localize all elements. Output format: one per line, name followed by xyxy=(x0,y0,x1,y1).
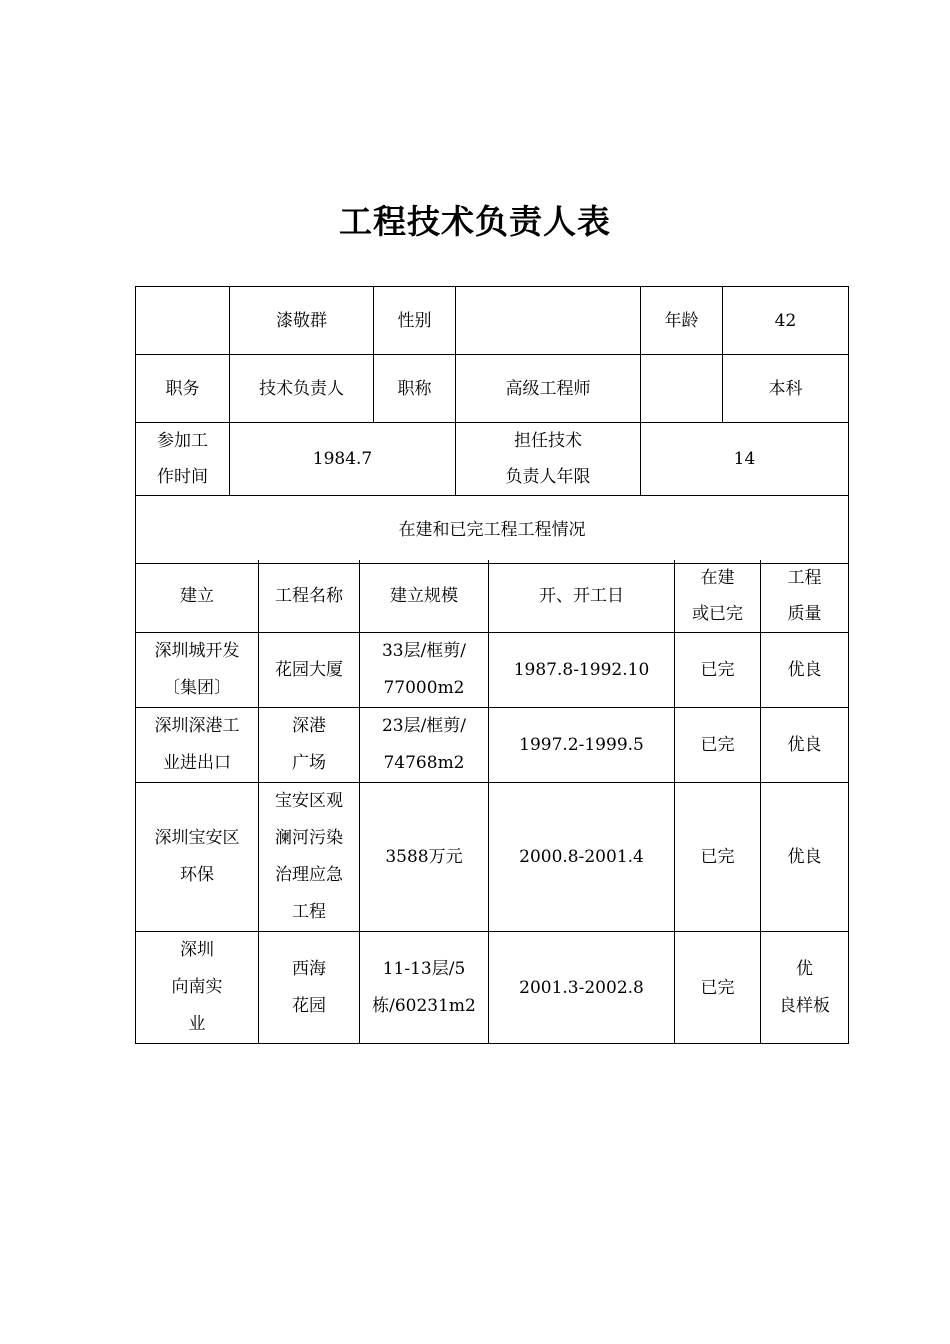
page-title: 工程技术负责人表 xyxy=(339,202,611,241)
project-name-line: 宝安区观 xyxy=(275,791,343,811)
project-name-line: 治理应急 xyxy=(275,865,343,885)
project-quality xyxy=(761,708,849,783)
work-start-value: 1984.7 xyxy=(230,423,456,496)
project-name xyxy=(259,783,360,932)
name-value: 漆敬群 xyxy=(230,287,374,355)
project-quality xyxy=(761,633,849,708)
project-builder xyxy=(136,932,259,1044)
project-builder-line: 〔集团〕 xyxy=(163,678,231,698)
tech-years-label-line: 负责人年限 xyxy=(505,467,591,487)
project-quality-line: 优 xyxy=(796,958,813,979)
header-status-line: 在建 xyxy=(700,568,735,588)
work-start-label xyxy=(136,423,230,496)
header-project-name: 工程名称 xyxy=(259,560,360,633)
project-quality-line: 良样板 xyxy=(779,995,830,1016)
header-dates: 开、开工日 xyxy=(489,560,675,633)
project-quality xyxy=(761,783,849,932)
project-name-line: 深港 xyxy=(292,716,326,736)
header-builder: 建立 xyxy=(136,560,259,633)
project-dates: 1987.8-1992.10 xyxy=(489,633,675,708)
gender-label: 性别 xyxy=(374,287,456,355)
project-builder-line: 深圳城开发 xyxy=(154,641,240,661)
project-scale-line: 3588万元 xyxy=(385,847,463,867)
table-row xyxy=(136,633,849,708)
project-status: 已完 xyxy=(675,708,761,783)
project-builder-line: 业进出口 xyxy=(163,753,231,773)
project-builder-line: 深圳 xyxy=(180,940,214,960)
project-name-line: 西海 xyxy=(292,958,326,979)
section-heading: 在建和已完工程工程情况 xyxy=(136,496,849,564)
work-start-label-line: 作时间 xyxy=(157,467,208,487)
age-label: 年龄 xyxy=(641,287,723,355)
header-quality-line: 工程 xyxy=(787,568,822,588)
age-value: 42 xyxy=(723,287,849,355)
project-quality xyxy=(761,932,849,1044)
project-name-line: 澜河污染 xyxy=(275,828,343,848)
position-label: 职务 xyxy=(136,355,230,423)
project-builder xyxy=(136,633,259,708)
project-name-line: 花园 xyxy=(292,995,326,1016)
header-status-line: 或已完 xyxy=(692,604,743,624)
project-scale xyxy=(360,708,489,783)
work-start-label-line: 参加工 xyxy=(157,431,208,451)
project-dates: 2000.8-2001.4 xyxy=(489,783,675,932)
project-builder xyxy=(136,708,259,783)
project-scale-line: 77000m2 xyxy=(383,678,465,698)
project-quality-line: 优良 xyxy=(787,847,822,867)
project-builder-line: 深圳宝安区 xyxy=(154,828,240,848)
header-scale: 建立规模 xyxy=(360,560,489,633)
gender-value xyxy=(456,287,641,355)
project-scale-line: 11-13层/5 xyxy=(382,958,466,979)
project-status: 已完 xyxy=(675,633,761,708)
project-quality-line: 优良 xyxy=(787,735,822,755)
project-scale-line: 74768m2 xyxy=(383,753,465,773)
education-label-empty xyxy=(641,355,723,423)
project-quality-line: 优良 xyxy=(787,660,822,680)
project-scale-line: 33层/框剪/ xyxy=(381,641,467,661)
project-name-line: 工程 xyxy=(292,902,326,922)
project-name-line: 花园大厦 xyxy=(275,660,343,680)
table-row xyxy=(136,708,849,783)
professional-title-label: 职称 xyxy=(374,355,456,423)
project-dates: 1997.2-1999.5 xyxy=(489,708,675,783)
project-scale-line: 栋/60231m2 xyxy=(372,995,476,1016)
project-scale-line: 23层/框剪/ xyxy=(381,716,467,736)
position-value: 技术负责人 xyxy=(230,355,374,423)
project-dates: 2001.3-2002.8 xyxy=(489,932,675,1044)
header-status xyxy=(675,560,761,633)
project-builder xyxy=(136,783,259,932)
table-row xyxy=(136,783,849,932)
project-name xyxy=(259,633,360,708)
professional-title-value: 高级工程师 xyxy=(456,355,641,423)
project-builder-line: 业 xyxy=(188,1014,206,1034)
project-builder-line: 环保 xyxy=(180,865,214,885)
projects-table xyxy=(135,560,849,1044)
project-scale xyxy=(360,783,489,932)
header-quality xyxy=(761,560,849,633)
header-quality-line: 质量 xyxy=(787,604,822,624)
tech-years-label xyxy=(456,423,641,496)
project-status: 已完 xyxy=(675,932,761,1044)
empty-label-cell xyxy=(136,287,230,355)
project-name-line: 广场 xyxy=(292,753,326,773)
project-builder-line: 向南实 xyxy=(171,977,223,997)
project-builder-line: 深圳深港工 xyxy=(154,716,240,736)
education-value: 本科 xyxy=(723,355,849,423)
table-row xyxy=(136,932,849,1044)
tech-years-value: 14 xyxy=(641,423,849,496)
project-scale xyxy=(360,633,489,708)
project-status: 已完 xyxy=(675,783,761,932)
project-scale xyxy=(360,932,489,1044)
personal-info-table xyxy=(135,286,849,564)
tech-years-label-line: 担任技术 xyxy=(514,431,582,451)
project-name xyxy=(259,932,360,1044)
project-name xyxy=(259,708,360,783)
